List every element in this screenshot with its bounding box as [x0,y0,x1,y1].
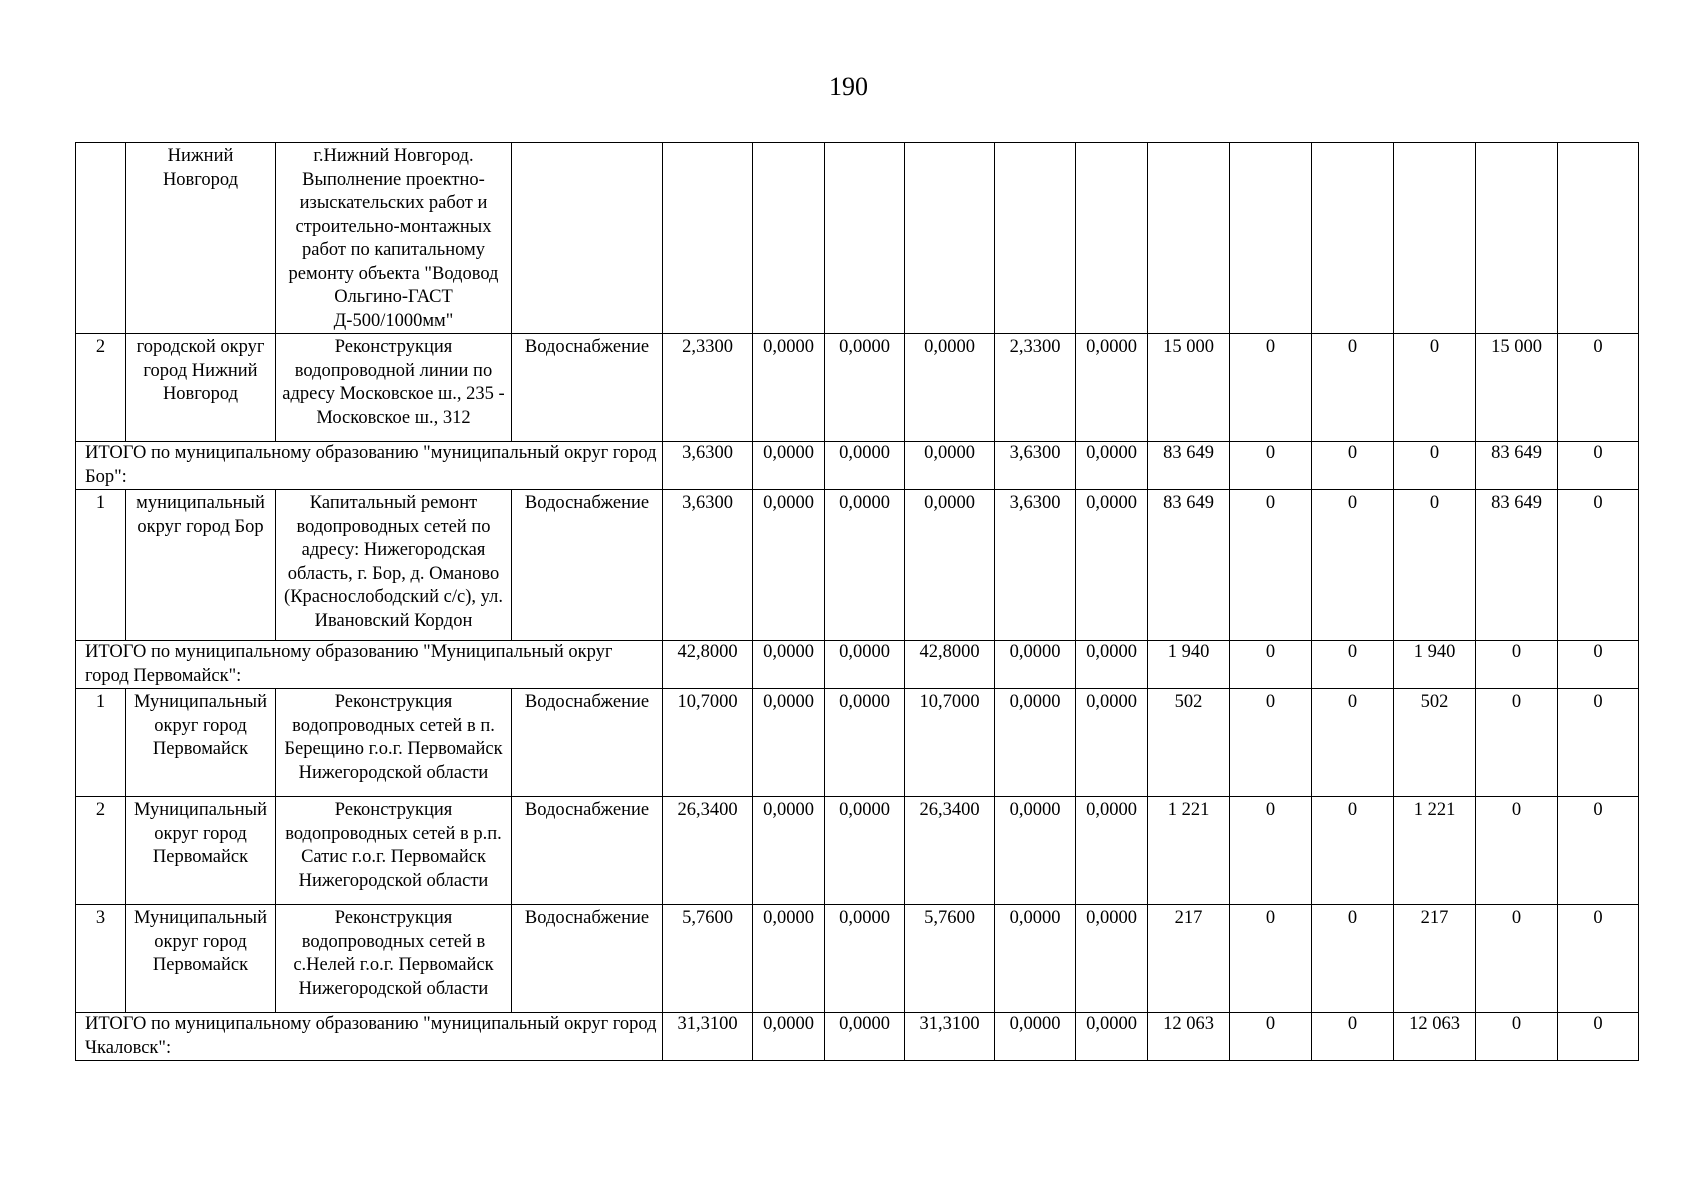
funding-1-cell: 0 [1230,490,1312,641]
funding-1-cell: 0 [1230,442,1312,490]
length-d-cell: 0,0000 [995,641,1076,689]
description-cell: Реконструкция водопроводных сетей в п. Берещино г.о.г. Первомайск Нижегородской области [276,689,512,797]
funding-2-cell: 0 [1312,334,1394,442]
description-cell: Реконструкция водопроводной линии по адресу Московское ш., 235 - Московское ш., 312 [276,334,512,442]
table-row [76,490,1639,641]
funding-2-cell: 0 [1312,641,1394,689]
funding-4-cell [1476,143,1558,334]
length-e-cell [1076,143,1148,334]
funding-5-cell: 0 [1558,490,1639,641]
funding-4-cell: 15 000 [1476,334,1558,442]
funding-4-cell: 83 649 [1476,490,1558,641]
funding-2-cell: 0 [1312,689,1394,797]
funding-2-cell [1312,143,1394,334]
length-e-cell: 0,0000 [1076,1013,1148,1061]
municipality-cell: городской округ город Нижний Новгород [126,334,276,442]
length-total-cell: 31,3100 [663,1013,753,1061]
funding-4-cell: 0 [1476,689,1558,797]
funding-4-cell: 0 [1476,797,1558,905]
row-number: 2 [76,797,126,905]
category-cell: Водоснабжение [512,334,663,442]
funding-1-cell [1230,143,1312,334]
description-cell: Реконструкция водопроводных сетей в с.Нелей г.о.г. Первомайск Нижегородской области [276,905,512,1013]
funding-5-cell [1558,143,1639,334]
total-row [76,641,1639,689]
length-d-cell: 3,6300 [995,442,1076,490]
length-b-cell [825,143,905,334]
row-number: 1 [76,689,126,797]
length-c-cell: 42,8000 [905,641,995,689]
length-a-cell: 0,0000 [753,490,825,641]
length-d-cell: 3,6300 [995,490,1076,641]
funding-3-cell: 12 063 [1394,1013,1476,1061]
length-d-cell: 0,0000 [995,905,1076,1013]
funding-total-cell: 502 [1148,689,1230,797]
funding-total-cell [1148,143,1230,334]
table-body [76,143,1639,1061]
funding-total-cell: 12 063 [1148,1013,1230,1061]
length-a-cell: 0,0000 [753,641,825,689]
funding-3-cell: 217 [1394,905,1476,1013]
funding-total-cell: 1 940 [1148,641,1230,689]
total-label: ИТОГО по муниципальному образованию "муниципальный округ город Бор": [76,442,663,490]
length-b-cell: 0,0000 [825,641,905,689]
length-b-cell: 0,0000 [825,334,905,442]
total-row [76,1013,1639,1061]
length-a-cell: 0,0000 [753,689,825,797]
length-a-cell: 0,0000 [753,334,825,442]
funding-5-cell: 0 [1558,641,1639,689]
category-cell: Водоснабжение [512,689,663,797]
funding-1-cell: 0 [1230,334,1312,442]
municipality-cell: Нижний Новгород [126,143,276,334]
funding-1-cell: 0 [1230,641,1312,689]
length-total-cell: 26,3400 [663,797,753,905]
funding-2-cell: 0 [1312,442,1394,490]
funding-1-cell: 0 [1230,905,1312,1013]
table-row [76,143,1639,334]
length-d-cell: 0,0000 [995,797,1076,905]
funding-3-cell: 0 [1394,490,1476,641]
length-total-cell: 10,7000 [663,689,753,797]
length-e-cell: 0,0000 [1076,797,1148,905]
category-cell: Водоснабжение [512,490,663,641]
total-label: ИТОГО по муниципальному образованию "муниципальный округ город Чкаловск": [76,1013,663,1061]
length-b-cell: 0,0000 [825,905,905,1013]
funding-3-cell: 0 [1394,442,1476,490]
funding-4-cell: 0 [1476,1013,1558,1061]
length-total-cell: 5,7600 [663,905,753,1013]
length-c-cell: 26,3400 [905,797,995,905]
funding-total-cell: 15 000 [1148,334,1230,442]
funding-total-cell: 83 649 [1148,490,1230,641]
length-total-cell [663,143,753,334]
table-row [76,689,1639,797]
funding-5-cell: 0 [1558,1013,1639,1061]
funding-total-cell: 1 221 [1148,797,1230,905]
row-number: 2 [76,334,126,442]
funding-3-cell: 1 940 [1394,641,1476,689]
length-b-cell: 0,0000 [825,797,905,905]
length-c-cell: 5,7600 [905,905,995,1013]
table-row [76,334,1639,442]
total-label: ИТОГО по муниципальному образованию "Муниципальный округ город Первомайск": [76,641,663,689]
municipality-cell: Муниципальный округ город Первомайск [126,905,276,1013]
funding-1-cell: 0 [1230,1013,1312,1061]
length-c-cell [905,143,995,334]
length-e-cell: 0,0000 [1076,490,1148,641]
length-b-cell: 0,0000 [825,442,905,490]
description-cell: Капитальный ремонт водопроводных сетей по адресу: Нижегородская область, г. Бор, д. Оманово (Краснослободский с/с), ул. Ивановский Кордон [276,490,512,641]
funding-2-cell: 0 [1312,490,1394,641]
length-a-cell: 0,0000 [753,905,825,1013]
category-cell: Водоснабжение [512,905,663,1013]
municipality-cell: муниципальный округ город Бор [126,490,276,641]
length-b-cell: 0,0000 [825,689,905,797]
length-a-cell [753,143,825,334]
funding-1-cell: 0 [1230,689,1312,797]
funding-4-cell: 0 [1476,641,1558,689]
length-e-cell: 0,0000 [1076,442,1148,490]
length-e-cell: 0,0000 [1076,689,1148,797]
funding-2-cell: 0 [1312,905,1394,1013]
length-b-cell: 0,0000 [825,1013,905,1061]
length-d-cell: 0,0000 [995,1013,1076,1061]
length-d-cell [995,143,1076,334]
length-a-cell: 0,0000 [753,442,825,490]
length-c-cell: 0,0000 [905,442,995,490]
funding-2-cell: 0 [1312,797,1394,905]
row-number: 1 [76,490,126,641]
row-number [76,143,126,334]
description-cell: г.Нижний Новгород. Выполнение проектно-изыскательских работ и строительно-монтажных работ по капитальному ремонту объекта "Водовод Ольгино-ГАСТ Д-500/1000мм" [276,143,512,334]
funding-1-cell: 0 [1230,797,1312,905]
funding-5-cell: 0 [1558,797,1639,905]
funding-5-cell: 0 [1558,689,1639,797]
length-total-cell: 3,6300 [663,442,753,490]
funding-4-cell: 83 649 [1476,442,1558,490]
program-table [75,142,1639,1061]
total-row [76,442,1639,490]
description-cell: Реконструкция водопроводных сетей в р.п. Сатис г.о.г. Первомайск Нижегородской области [276,797,512,905]
length-b-cell: 0,0000 [825,490,905,641]
length-c-cell: 10,7000 [905,689,995,797]
municipality-cell: Муниципальный округ город Первомайск [126,797,276,905]
category-cell: Водоснабжение [512,797,663,905]
funding-4-cell: 0 [1476,905,1558,1013]
length-c-cell: 0,0000 [905,334,995,442]
length-e-cell: 0,0000 [1076,905,1148,1013]
funding-total-cell: 83 649 [1148,442,1230,490]
funding-2-cell: 0 [1312,1013,1394,1061]
funding-5-cell: 0 [1558,442,1639,490]
table-row [76,797,1639,905]
funding-3-cell: 0 [1394,334,1476,442]
length-c-cell: 0,0000 [905,490,995,641]
length-a-cell: 0,0000 [753,797,825,905]
length-d-cell: 2,3300 [995,334,1076,442]
funding-3-cell: 1 221 [1394,797,1476,905]
length-e-cell: 0,0000 [1076,334,1148,442]
funding-3-cell: 502 [1394,689,1476,797]
funding-5-cell: 0 [1558,905,1639,1013]
funding-total-cell: 217 [1148,905,1230,1013]
length-total-cell: 2,3300 [663,334,753,442]
municipality-cell: Муниципальный округ город Первомайск [126,689,276,797]
page-number: 190 [829,72,868,101]
length-total-cell: 42,8000 [663,641,753,689]
length-total-cell: 3,6300 [663,490,753,641]
length-c-cell: 31,3100 [905,1013,995,1061]
length-d-cell: 0,0000 [995,689,1076,797]
length-e-cell: 0,0000 [1076,641,1148,689]
row-number: 3 [76,905,126,1013]
funding-3-cell [1394,143,1476,334]
funding-5-cell: 0 [1558,334,1639,442]
table-row [76,905,1639,1013]
length-a-cell: 0,0000 [753,1013,825,1061]
category-cell [512,143,663,334]
